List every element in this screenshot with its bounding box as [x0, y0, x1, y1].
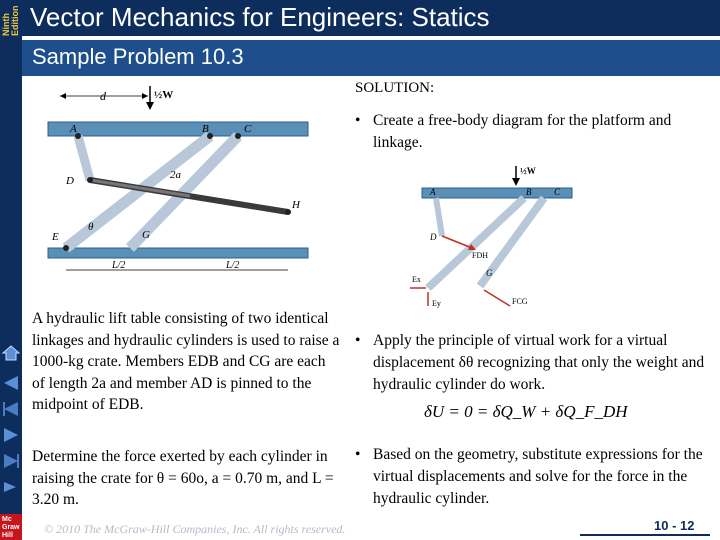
dim-l-half-right: L/2	[226, 260, 240, 271]
edition-line2: Edition	[10, 5, 20, 36]
publisher-logo-line-3: Hill	[2, 532, 13, 539]
previous-slide-icon[interactable]	[2, 374, 20, 392]
point-c: C	[244, 123, 252, 135]
length-2a-label: 2a	[170, 169, 181, 181]
fbd-member-ad	[436, 198, 442, 236]
free-body-diagram	[414, 158, 574, 308]
point-b: B	[202, 123, 209, 135]
publisher-logo	[0, 514, 22, 540]
page-rule	[580, 534, 710, 536]
home-icon[interactable]	[2, 344, 20, 362]
point-d: D	[66, 175, 74, 187]
solution-heading: SOLUTION:	[355, 80, 435, 96]
point-a: A	[70, 123, 77, 135]
point-e: E	[52, 231, 59, 243]
fbd-point-c: C	[554, 187, 561, 197]
end-slide-icon[interactable]	[2, 478, 20, 496]
book-title: Vector Mechanics for Engineers: Statics	[30, 2, 490, 32]
theta-label: θ	[88, 221, 94, 233]
fbd-weight-label: ½W	[520, 166, 536, 176]
solution-bullet-3-text: Based on the geometry, substitute expressions for the virtual displacements and solve for the force in the hydraulic cylinder.	[373, 446, 703, 507]
solution-bullet-1-text: Create a free-body diagram for the platform and linkage.	[373, 112, 672, 151]
fbd-force-fcg: FCG	[512, 297, 528, 306]
fbd-point-b: B	[526, 187, 532, 197]
fbd-point-d: D	[430, 232, 437, 242]
base	[48, 248, 308, 258]
back-icon[interactable]	[2, 400, 20, 418]
next-slide-icon[interactable]	[2, 426, 20, 444]
dim-l-half-left: L/2	[112, 260, 126, 271]
fbd-point-a: A	[430, 187, 436, 197]
platform	[48, 122, 308, 136]
solution-bullet-2-text: Apply the principle of virtual work for a virtual displacement δθ recognizing that only the weight and hydraulic cylinder do work.	[373, 332, 705, 393]
member-ad	[78, 136, 90, 180]
edition-line1: Ninth	[1, 13, 11, 36]
fbd-force-ex: Ex	[412, 275, 421, 284]
fbd-force-ey: Ey	[432, 299, 441, 308]
copyright-notice: © 2010 The McGraw-Hill Companies, Inc. All rights reserved.	[44, 522, 346, 536]
fbd-force-fdh: FDH	[472, 251, 489, 260]
publisher-logo-line-2: Graw	[2, 524, 20, 531]
point-h: H	[292, 199, 300, 211]
lift-table-figure	[30, 80, 320, 280]
edition-label	[0, 0, 18, 36]
point-g: G	[142, 229, 150, 241]
fbd-platform	[422, 188, 572, 198]
problem-statement: A hydraulic lift table consisting of two identical linkages and hydraulic cylinders is used to raise a 1000-kg crate. Members EDB and CG are each of length 2a and member AD is pinned to the midpoint of EDB.	[32, 310, 340, 413]
problem-question: Determine the force exerted by each cylinder in raising the crate for θ = 60o, a = 0.70 m, and L = 3.20 m.	[32, 448, 334, 508]
weight-label: ½W	[154, 89, 174, 101]
nav-strip	[0, 36, 22, 540]
virtual-work-equation: δU = 0 = δQ_W + δQ_F_DH	[424, 402, 628, 421]
forward-icon[interactable]	[2, 452, 20, 470]
publisher-logo-line-1: Mc	[2, 516, 12, 523]
dim-d-label: d	[100, 89, 106, 103]
fbd-point-g: G	[486, 268, 493, 278]
slide-title: Sample Problem 10.3	[32, 44, 244, 69]
page-number: 10 - 12	[654, 518, 695, 533]
